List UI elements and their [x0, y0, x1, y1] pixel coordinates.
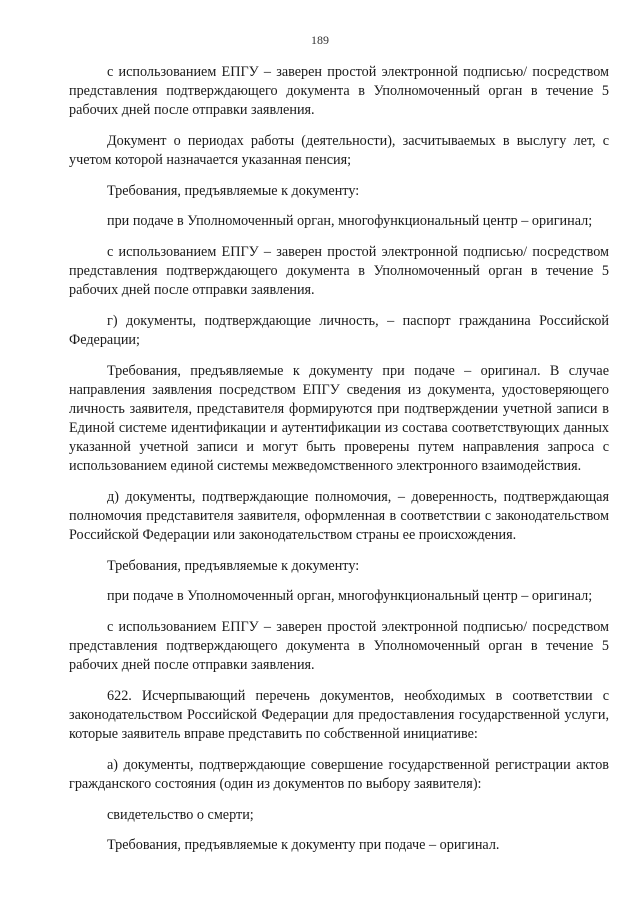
paragraph: с использованием ЕПГУ – заверен простой электронной подписью/ посредством представления подтверждающего документа в Уполномоченный орган в течение 5 рабочих дней после отправки заявления.: [69, 244, 609, 298]
paragraph: при подаче в Уполномоченный орган, многофункциональный центр – оригинал;: [107, 588, 593, 604]
paragraph: г) документы, подтверждающие личность, – паспорт гражданина Российской Федерации;: [69, 313, 609, 348]
paragraph: Требования, предъявляемые к документу:: [107, 558, 360, 574]
paragraph: д) документы, подтверждающие полномочия, – доверенность, подтверждающая полномочия представителя заявителя, оформленная в соответствии с законодательством Российской Федерации или законодательством страны ее происхождения.: [69, 489, 609, 543]
page-number: 189: [311, 33, 329, 47]
paragraph: а) документы, подтверждающие совершение государственной регистрации актов гражданского состояния (один из документов по выбору заявителя):: [69, 757, 609, 792]
paragraph: с использованием ЕПГУ – заверен простой электронной подписью/ посредством представления подтверждающего документа в Уполномоченный орган в течение 5 рабочих дней после отправки заявления.: [69, 64, 609, 118]
paragraph: Требования, предъявляемые к документу:: [107, 183, 360, 199]
paragraph: Требования, предъявляемые к документу при подаче – оригинал.: [107, 837, 500, 853]
paragraph: при подаче в Уполномоченный орган, многофункциональный центр – оригинал;: [107, 213, 593, 229]
paragraph: с использованием ЕПГУ – заверен простой электронной подписью/ посредством представления подтверждающего документа в Уполномоченный орган в течение 5 рабочих дней после отправки заявления.: [69, 619, 609, 673]
document-body: [69, 63, 609, 867]
paragraph: 622. Исчерпывающий перечень документов, необходимых в соответствии с законодательством Российской Федерации для предоставления государственной услуги, которые заявитель вправе представить по собственной инициативе:: [69, 688, 609, 742]
paragraph: Требования, предъявляемые к документу при подаче – оригинал. В случае направления заявления посредством ЕПГУ сведения из документа, удостоверяющего личность заявителя, представителя формируются при подтверждении учетной записи в Единой системе идентификации и аутентификации из состава соответствующих данных указанной учетной записи и могут быть проверены путем направления запроса с использованием единой системы межведомственного электронного взаимодействия.: [69, 363, 609, 474]
paragraph: Документ о периодах работы (деятельности), засчитываемых в выслугу лет, с учетом которой назначается указанная пенсия;: [69, 133, 609, 168]
paragraph: свидетельство о смерти;: [107, 807, 254, 823]
